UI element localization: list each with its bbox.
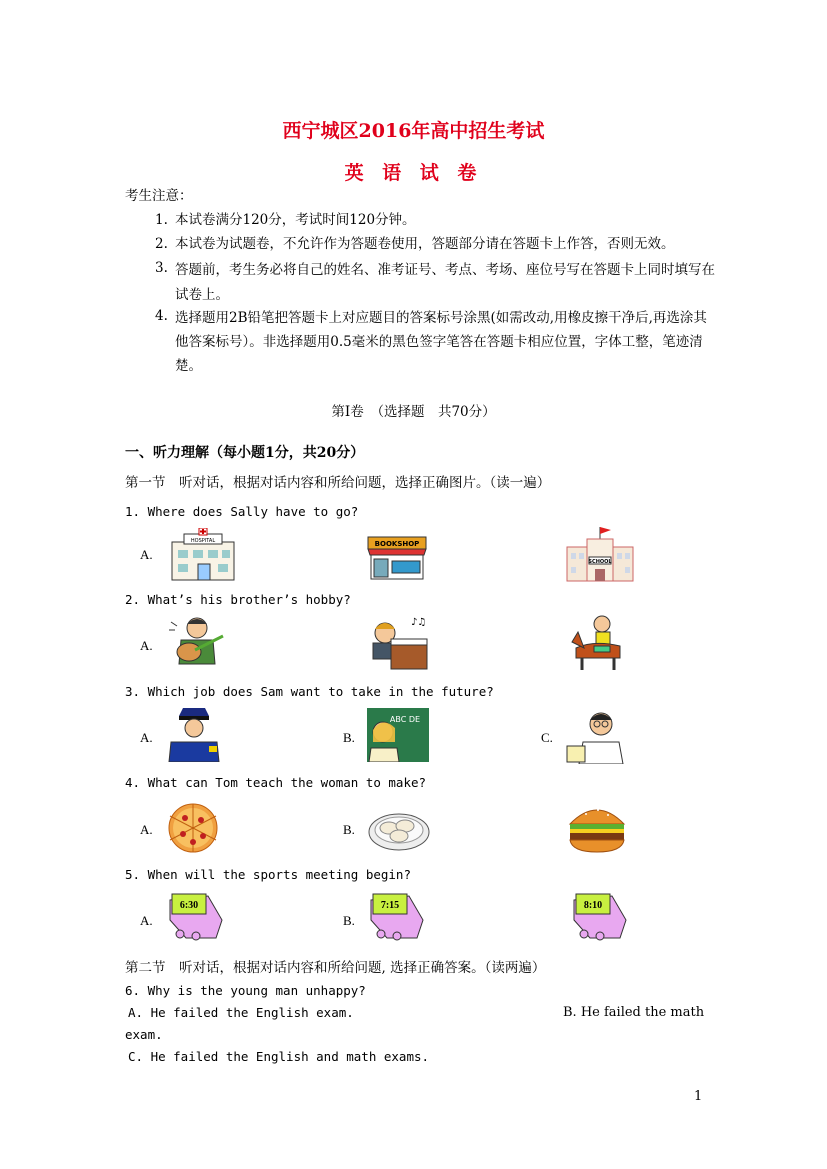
blackboard-text: ABC DE xyxy=(389,715,421,724)
page-number: 1 xyxy=(694,1089,703,1104)
section1-sub2: 第二节 听对话，根据对话内容和所给问题, 选择正确答案。（读两遍） xyxy=(125,960,546,976)
question-5: 5. When will the sports meeting begin? xyxy=(125,867,411,882)
exam-title: 西宁城区2016年高中招生考试 xyxy=(282,120,545,142)
option-label-a: A. xyxy=(140,638,153,653)
clock-time: 8:10 xyxy=(583,900,603,911)
notice-text: 答题前，考生务必将自己的姓名、准考证号、考点、考场、座位号写在答题卡上同时填写在试卷上。 xyxy=(175,262,715,303)
section1-heading: 一、听力理解（每小题1分，共20分） xyxy=(125,445,365,461)
clock-time: 7:15 xyxy=(380,900,400,911)
exam-subtitle: 英 语 试 卷 xyxy=(344,162,483,184)
option-label-a: A. xyxy=(140,730,153,745)
dumplings-icon xyxy=(367,806,431,852)
option-label-a: A. xyxy=(140,547,153,562)
question-4: 4. What can Tom teach the woman to make? xyxy=(125,775,427,790)
notice-text: 本试卷为试题卷，不允许作为答题卷使用，答题部分请在答题卡上作答，否则无效。 xyxy=(175,236,675,252)
question-2: 2. What’s his brother’s hobby? xyxy=(125,592,351,607)
option-label-c: C. xyxy=(541,730,553,745)
section1-sub1: 第一节 听对话，根据对话内容和所给问题，选择正确图片。（读一遍） xyxy=(125,475,551,491)
bookshop-icon xyxy=(366,535,428,581)
clock-icon xyxy=(166,890,226,942)
option-label-b: B. xyxy=(343,822,355,837)
part1-heading: 第Ⅰ卷 （选择题 共70分） xyxy=(331,404,496,420)
policeman-icon xyxy=(165,706,223,762)
notice-num: 3. xyxy=(155,260,168,276)
pizza-icon xyxy=(165,802,221,854)
hospital-icon xyxy=(166,528,238,582)
option-label-a: A. xyxy=(140,822,153,837)
clock-time: 6:30 xyxy=(179,900,199,911)
guitar-player-icon xyxy=(165,612,227,670)
option-label-a: A. xyxy=(140,913,153,928)
notice-num: 1. xyxy=(155,212,168,228)
option-label-b: B. xyxy=(343,730,355,745)
hospital-sign: HOSPITAL xyxy=(190,538,216,544)
q6-option-c: C. He failed the English and math exams. xyxy=(128,1049,430,1064)
horse-riding-icon xyxy=(564,612,630,672)
school-icon xyxy=(565,525,635,583)
q6-option-b-cont: exam. xyxy=(125,1027,163,1042)
option-label-b: B. xyxy=(343,913,355,928)
piano-player-icon xyxy=(365,613,429,671)
notice-text: 本试卷满分120分，考试时间120分钟。 xyxy=(175,212,416,228)
notice-num: 4. xyxy=(155,308,168,324)
hamburger-icon xyxy=(566,800,628,854)
doctor-icon xyxy=(565,706,631,764)
clock-icon xyxy=(570,890,630,942)
teacher-icon xyxy=(367,708,429,762)
q6-option-b: B. He failed the math xyxy=(563,1005,705,1020)
bookshop-sign: BOOKSHOP xyxy=(374,540,420,548)
notice-heading: 考生注意： xyxy=(125,188,193,204)
question-3: 3. Which job does Sam want to take in the future? xyxy=(125,684,494,699)
q6-option-a: A. He failed the English exam. xyxy=(128,1005,354,1020)
school-sign: SCHOOL xyxy=(588,559,612,565)
notice-num: 2. xyxy=(155,236,168,252)
question-1: 1. Where does Sally have to go? xyxy=(125,504,359,519)
notice-text: 选择题用2B铅笔把答题卡上对应题目的答案标号涂黑(如需改动,用橡皮擦干净后,再选涂其他答案标号）。非选择题用0.5毫米的黑色签字笔答在答题卡相应位置，字体工整，笔迹清楚。 xyxy=(175,310,707,374)
svg-text:♪♫: ♪♫ xyxy=(411,617,427,628)
question-6: 6. Why is the young man unhappy? xyxy=(125,983,366,998)
clock-icon xyxy=(367,890,427,942)
